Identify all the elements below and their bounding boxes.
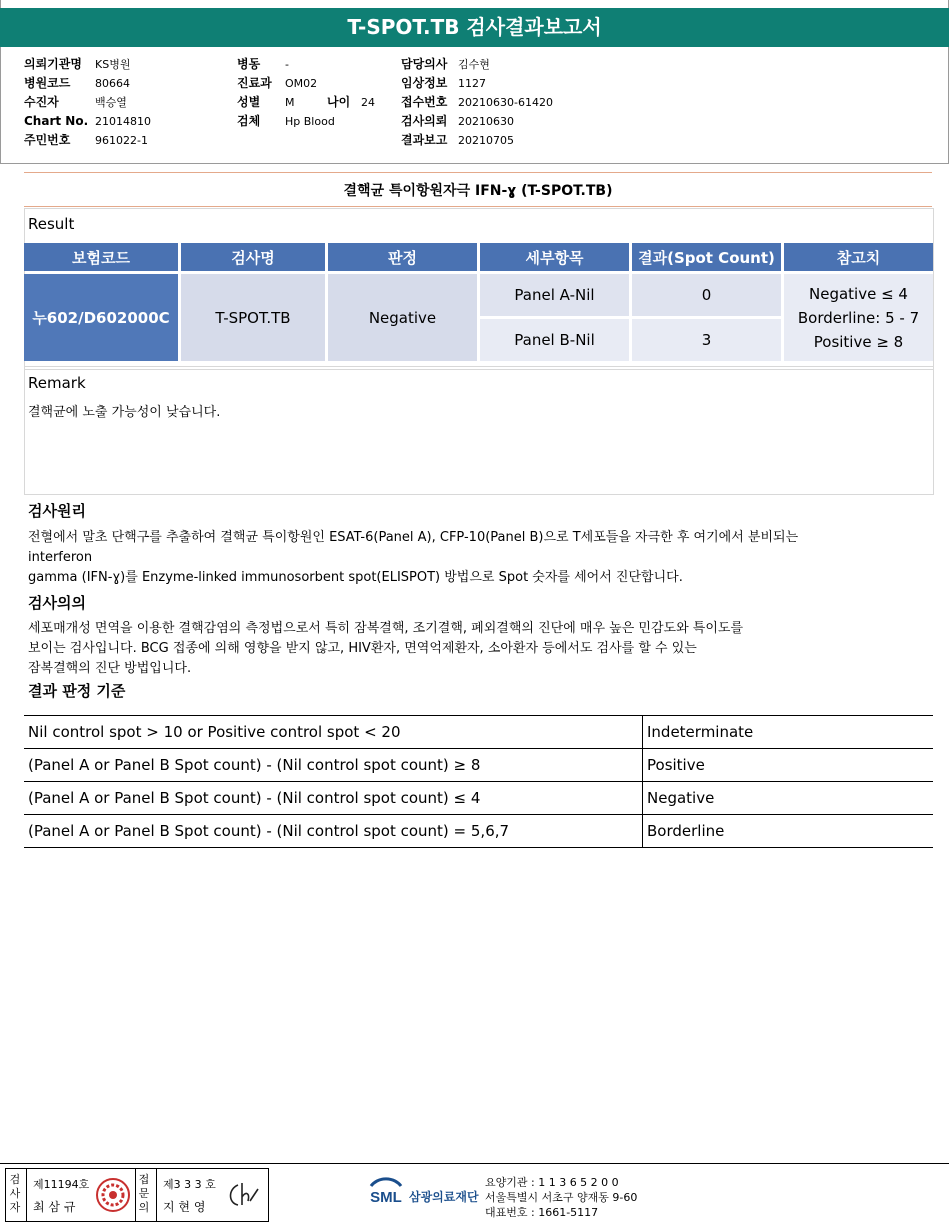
criteria-condition: Nil control spot > 10 or Positive control spot < 20 xyxy=(24,716,643,749)
header-test-name: 검사명 xyxy=(181,243,325,271)
divider xyxy=(26,1169,27,1221)
label-hospital-code: 병원코드 xyxy=(24,76,71,90)
meaning-line-2: 보이는 검사입니다. BCG 접종에 의해 영향을 받지 않고, HIV환자, 면역억제환자, 소아환자 등에서도 검사를 할 수 있는 xyxy=(28,641,697,656)
criteria-condition: (Panel A or Panel B Spot count) - (Nil control spot count) = 5,6,7 xyxy=(24,815,643,848)
principle-label: 검사원리 xyxy=(28,502,86,520)
label-clinical-info: 임상정보 xyxy=(401,76,448,90)
criteria-condition: (Panel A or Panel B Spot count) - (Nil control spot count) ≤ 4 xyxy=(24,782,643,815)
inspector-license-no: 제11194호 xyxy=(33,1178,90,1191)
criteria-result: Borderline xyxy=(643,815,934,848)
result-row-a xyxy=(24,274,933,316)
value-doctor: 김수현 xyxy=(458,58,490,71)
value-specimen: Hp Blood xyxy=(285,115,335,128)
criteria-condition: (Panel A or Panel B Spot count) - (Nil control spot count) ≥ 8 xyxy=(24,749,643,782)
criteria-result: Indeterminate xyxy=(643,716,934,749)
header-reference: 참고치 xyxy=(784,243,933,271)
reference-positive: Positive ≥ 8 xyxy=(813,332,904,351)
label-sex: 성별 xyxy=(237,95,261,109)
meaning-text xyxy=(28,619,933,679)
value-report-date: 20210705 xyxy=(458,134,514,147)
signature-box xyxy=(5,1168,269,1222)
criteria-result: Negative xyxy=(643,782,934,815)
label-age: 나이 xyxy=(327,95,351,109)
test-name: T-SPOT.TB xyxy=(181,274,325,361)
header-insurance-code: 보험코드 xyxy=(24,243,178,271)
detail-item-panel-b: Panel B-Nil xyxy=(480,319,629,361)
section-rule-top xyxy=(24,172,932,173)
value-chart-no: 21014810 xyxy=(95,115,151,128)
report-title: T-SPOT.TB 검사결과보고서 xyxy=(0,8,949,47)
label-report-date: 결과보고 xyxy=(401,133,448,147)
detail-item-panel-a: Panel A-Nil xyxy=(480,274,629,316)
principle-text xyxy=(28,528,933,588)
remark-box xyxy=(24,366,934,495)
signature-icon xyxy=(224,1179,262,1211)
section-title: 결핵균 특이항원자극 IFN-ɣ (T-SPOT.TB) xyxy=(343,183,613,199)
header-col-3 xyxy=(401,55,553,150)
header-spot-count: 결과(Spot Count) xyxy=(632,243,781,271)
value-hospital-code: 80664 xyxy=(95,77,130,90)
org-code: 요양기관 : 1 1 3 6 5 2 0 0 xyxy=(485,1176,619,1189)
value-resident-no: 961022-1 xyxy=(95,134,148,147)
value-sex: M xyxy=(285,96,295,109)
org-phone: 대표번호 : 1661-5117 xyxy=(485,1206,599,1219)
criteria-table xyxy=(24,715,933,848)
header-col-2 xyxy=(237,55,375,131)
remark-text: 결핵균에 노출 가능성이 낮습니다. xyxy=(28,405,221,420)
remark-label: Remark xyxy=(28,374,86,392)
header-detail-item: 세부항목 xyxy=(480,243,629,271)
value-request-date: 20210630 xyxy=(458,115,514,128)
meaning-line-1: 세포매개성 면역을 이용한 결핵감염의 측정법으로서 특히 잠복결핵, 조기결핵, 폐외결핵의 진단에 매우 높은 민감도와 특이도를 xyxy=(28,621,744,636)
reference-borderline: Borderline: 5 - 7 xyxy=(797,308,920,327)
label-ward: 병동 xyxy=(237,57,261,71)
approver-license-no: 제3 3 3 호 xyxy=(163,1178,216,1191)
reference-range xyxy=(784,274,933,361)
criteria-row xyxy=(24,815,933,848)
spot-count-panel-b: 3 xyxy=(632,319,781,361)
value-clinical-info: 1127 xyxy=(458,77,486,90)
label-chart-no: Chart No. xyxy=(24,114,89,128)
value-patient: 백승열 xyxy=(95,96,127,109)
approver-name: 지 현 영 xyxy=(163,1200,206,1214)
divider xyxy=(156,1169,157,1221)
judgement: Negative xyxy=(328,274,477,361)
label-department: 진료과 xyxy=(237,76,272,90)
label-request-date: 검사의뢰 xyxy=(401,114,448,128)
criteria-label: 결과 판정 기준 xyxy=(28,682,126,700)
org-address: 서울특별시 서초구 양재동 9-60 xyxy=(485,1191,638,1204)
label-receipt-no: 접수번호 xyxy=(401,95,448,109)
criteria-row xyxy=(24,782,933,815)
inspector-label: 검사자 xyxy=(9,1173,21,1214)
logo-text: SML xyxy=(370,1189,402,1206)
meaning-label: 검사의의 xyxy=(28,594,86,612)
value-age: 24 xyxy=(361,96,375,109)
label-resident-no: 주민번호 xyxy=(24,133,71,147)
inspector-name: 최 삼 규 xyxy=(33,1200,76,1214)
label-specimen: 검체 xyxy=(237,114,261,128)
value-department: OM02 xyxy=(285,77,318,90)
sml-logo-icon xyxy=(365,1172,407,1214)
criteria-row xyxy=(24,749,933,782)
result-table xyxy=(21,240,936,364)
criteria-result: Positive xyxy=(643,749,934,782)
label-doctor: 담당의사 xyxy=(401,57,448,71)
meaning-line-3: 잠복결핵의 진단 방법입니다. xyxy=(28,661,192,676)
header-judgement: 판정 xyxy=(328,243,477,271)
divider xyxy=(135,1169,136,1221)
seal-stamp-icon xyxy=(94,1176,132,1214)
principle-line-1: 전혈에서 말초 단핵구를 추출하여 결핵균 특이항원인 ESAT-6(Panel A), CFP-10(Panel B)으로 T세포들을 자극한 후 여기에서 분비되는 xyxy=(28,530,799,545)
section-rule-bottom xyxy=(24,206,932,207)
insurance-code: 누602/D602000C xyxy=(24,274,178,361)
reference-negative: Negative ≤ 4 xyxy=(809,284,908,303)
value-ward: - xyxy=(285,58,289,71)
label-hospital-name: 의뢰기관명 xyxy=(24,57,82,71)
footer-rule xyxy=(0,1163,949,1164)
org-name: 삼광의료재단 xyxy=(409,1190,479,1204)
org-info xyxy=(485,1175,637,1220)
result-label: Result xyxy=(28,215,75,233)
criteria-row xyxy=(24,716,933,749)
spot-count-panel-a: 0 xyxy=(632,274,781,316)
result-header-row xyxy=(24,243,933,271)
value-receipt-no: 20210630-61420 xyxy=(458,96,553,109)
principle-line-2: interferon xyxy=(28,550,93,565)
label-patient: 수진자 xyxy=(24,95,59,109)
value-hospital-name: KS병원 xyxy=(95,58,131,71)
principle-line-3: gamma (IFN-ɣ)를 Enzyme-linked immunosorbent spot(ELISPOT) 방법으로 Spot 숫자를 세어서 진단합니다. xyxy=(28,570,683,585)
approver-label: 접문의 xyxy=(138,1173,150,1214)
header-col-1 xyxy=(24,55,151,150)
